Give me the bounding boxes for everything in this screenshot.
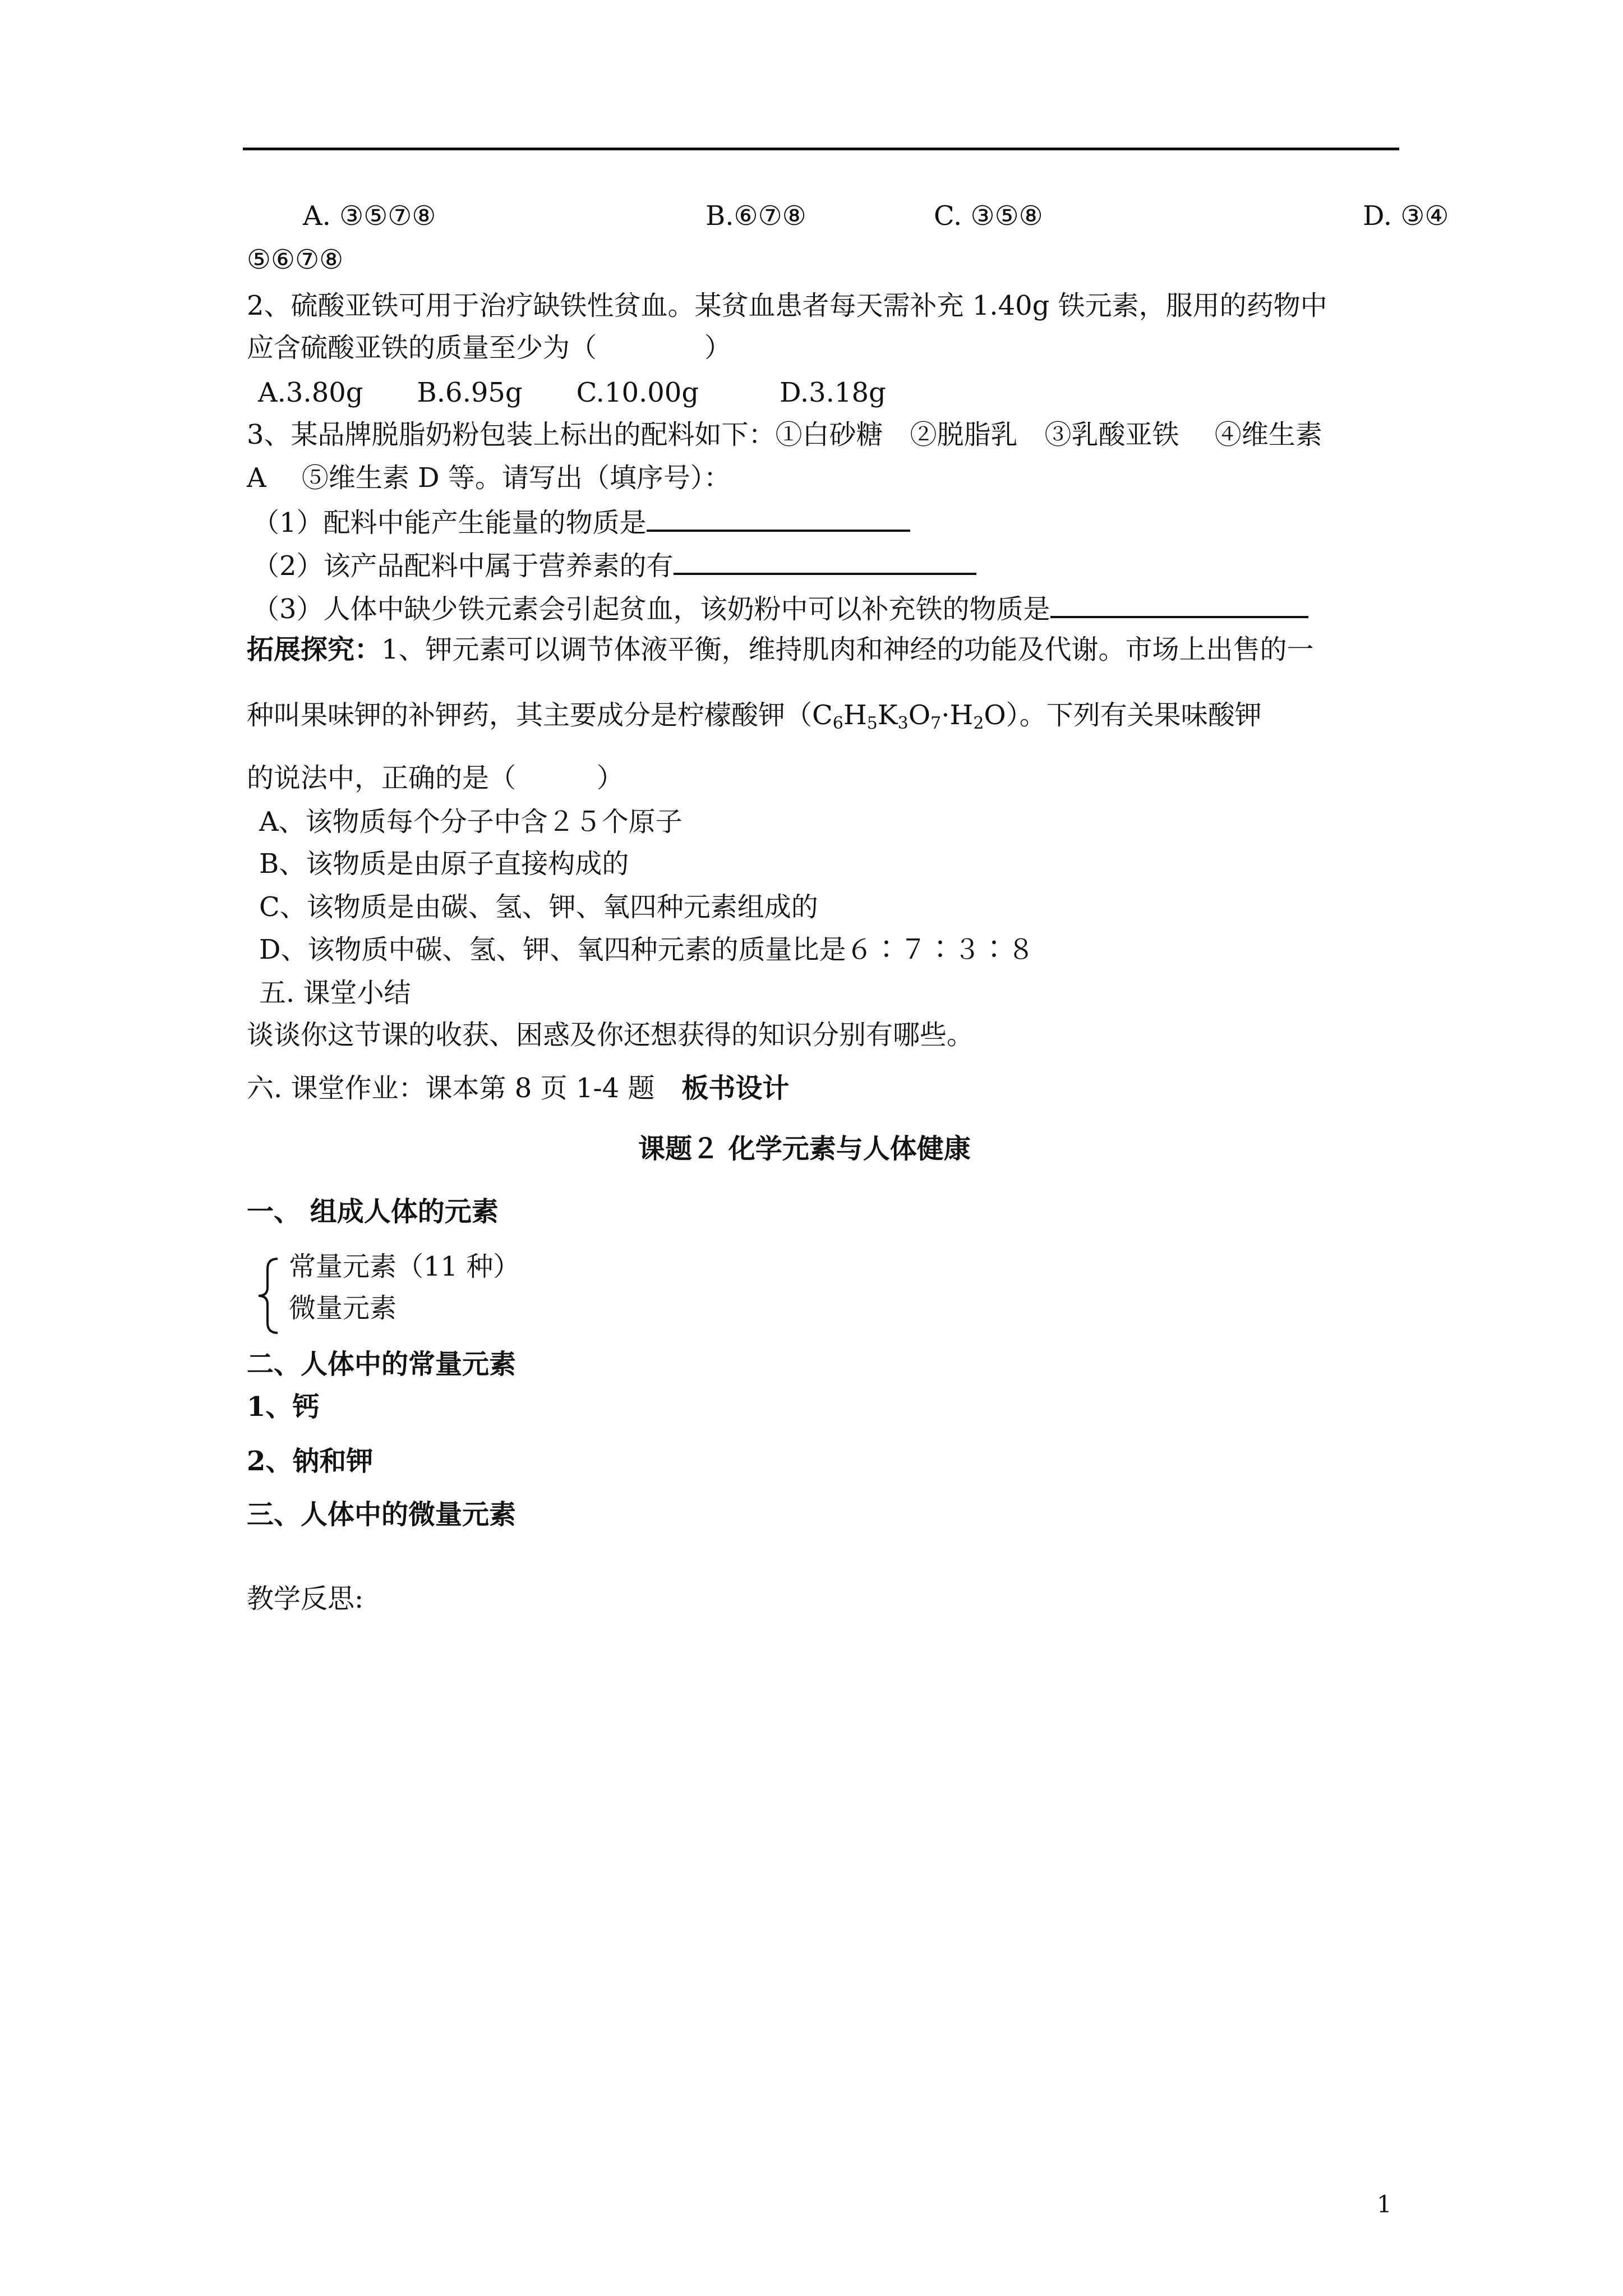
explore-line-1: 拓展探究：1、钾元素可以调节体液平衡，维持肌肉和神经的功能及代谢。市场上出售的一 — [247, 634, 1314, 665]
q3-line-2: A ⑤维生素 D 等。请写出（填序号）： — [247, 462, 731, 494]
explore-option-d: D、该物质中碳、氢、钾、氧四种元素的质量比是６∶７∶３∶８ — [259, 934, 1035, 965]
board-title: 课题２ 化学元素与人体健康 — [638, 1133, 971, 1165]
board-item-calcium: 1、钙 — [247, 1391, 320, 1423]
q3-sub-1: （1）配料中能产生能量的物质是 — [252, 504, 910, 540]
summary-heading: 五. 课堂小结 — [259, 977, 411, 1009]
answer-blank[interactable] — [674, 547, 976, 575]
q2-options: A.3.80g B.6.95g C.10.00g D.3.18g — [258, 377, 886, 408]
answer-blank[interactable] — [1050, 590, 1308, 618]
q1-option-d-continued: ⑤⑥⑦⑧ — [247, 244, 344, 275]
answer-blank[interactable] — [647, 504, 910, 532]
board-section-3: 三、人体中的微量元素 — [247, 1499, 517, 1530]
board-design-label: 板书设计 — [681, 1073, 790, 1104]
summary-text: 谈谈你这节课的收获、困惑及你还想获得的知识分别有哪些。 — [247, 1019, 974, 1051]
q1-option-a: A. ③⑤⑦⑧ — [303, 200, 436, 232]
page-number: 1 — [1377, 2191, 1392, 2218]
curly-brace-icon — [255, 1257, 283, 1335]
homework-line: 六. 课堂作业：课本第 8 页 1-4 题 板书设计 — [247, 1073, 790, 1104]
board-macro-elements: 常量元素（11 种） — [289, 1251, 520, 1282]
q3-sub-3: （3）人体中缺少铁元素会引起贫血，该奶粉中可以补充铁的物质是 — [252, 590, 1308, 626]
q1-option-b: B.⑥⑦⑧ — [706, 200, 806, 232]
explore-line-3: 的说法中，正确的是（ ） — [247, 762, 624, 794]
board-item-sodium-potassium: 2、钠和钾 — [247, 1446, 374, 1477]
q3-line-1: 3、某品牌脱脂奶粉包装上标出的配料如下：①白砂糖 ②脱脂乳 ③乳酸亚铁 ④维生素 — [247, 419, 1322, 450]
teaching-reflection: 教学反思: — [247, 1583, 364, 1614]
board-section-2: 二、人体中的常量元素 — [247, 1349, 517, 1380]
q2-line-1: 2、硫酸亚铁可用于治疗缺铁性贫血。某贫血患者每天需补充 1.40g 铁元素，服用的药物中 — [247, 290, 1327, 321]
q2-line-2: 应含硫酸亚铁的质量至少为（ ） — [247, 332, 732, 364]
q1-option-c: C. ③⑤⑧ — [934, 200, 1043, 232]
explore-option-b: B、该物质是由原子直接构成的 — [259, 848, 629, 880]
q3-sub-2: （2）该产品配料中属于营养素的有 — [252, 547, 976, 583]
board-micro-elements: 微量元素 — [289, 1292, 397, 1324]
explore-line-2: 种叫果味钾的补钾药，其主要成分是柠檬酸钾$(C_6H_5K_3O_7\cdot H_2O)$。下列有关果味酸钾 — [247, 700, 1262, 733]
board-section-1: 一、 组成人体的元素 — [247, 1196, 499, 1227]
explore-label: 拓展探究： — [247, 634, 382, 665]
header-rule — [243, 148, 1399, 150]
explore-option-c: C、该物质是由碳、氢、钾、氧四种元素组成的 — [259, 891, 818, 923]
explore-option-a: A、该物质每个分子中含２５个原子 — [259, 806, 683, 838]
q1-option-d: D. ③④ — [1363, 200, 1449, 232]
